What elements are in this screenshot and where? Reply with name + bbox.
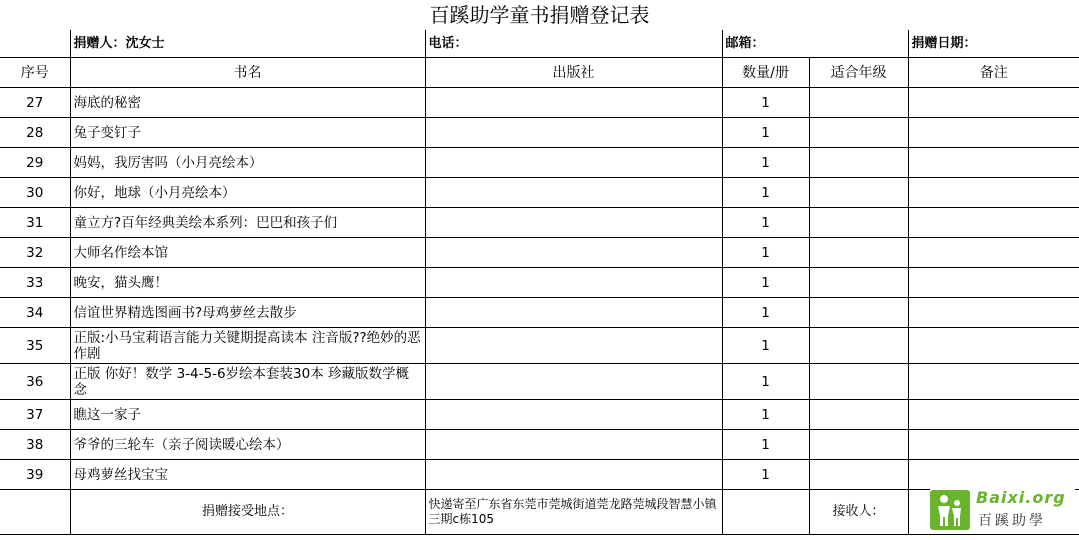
header-book: 书名 — [70, 58, 425, 88]
publisher-cell — [425, 88, 722, 118]
email-label: 邮箱： — [722, 30, 908, 58]
row-number: 32 — [0, 238, 70, 268]
quantity-cell: 1 — [722, 400, 809, 430]
quantity-cell: 1 — [722, 238, 809, 268]
publisher-cell — [425, 208, 722, 238]
publisher-cell — [425, 148, 722, 178]
book-title: 你好，地球（小月亮绘本） — [70, 178, 425, 208]
note-cell — [908, 238, 1079, 268]
publisher-cell — [425, 364, 722, 400]
quantity-cell: 1 — [722, 430, 809, 460]
row-number: 34 — [0, 298, 70, 328]
book-title: 大师名作绘本馆 — [70, 238, 425, 268]
grade-cell — [809, 460, 908, 490]
table-row — [0, 238, 1079, 268]
quantity-cell: 1 — [722, 460, 809, 490]
quantity-cell: 1 — [722, 208, 809, 238]
table-row — [0, 460, 1079, 490]
table-row — [0, 400, 1079, 430]
book-title: 妈妈，我厉害吗（小月亮绘本） — [70, 148, 425, 178]
table-row — [0, 298, 1079, 328]
note-cell — [908, 298, 1079, 328]
book-title: 信谊世界精选图画书?母鸡萝丝去散步 — [70, 298, 425, 328]
grade-cell — [809, 118, 908, 148]
note-cell — [908, 268, 1079, 298]
book-title: 兔子变钉子 — [70, 118, 425, 148]
logo-subtitle: 百蹊助學 — [978, 513, 1046, 529]
grade-cell — [809, 400, 908, 430]
grade-cell — [809, 430, 908, 460]
book-title: 正版 你好！数学 3-4-5-6岁绘本套装30本 珍藏版数学概念 — [70, 364, 425, 400]
table-row — [0, 118, 1079, 148]
publisher-cell — [425, 298, 722, 328]
footer-qty-blank — [722, 490, 809, 535]
row-number: 35 — [0, 328, 70, 364]
row-number: 33 — [0, 268, 70, 298]
header-qty: 数量/册 — [722, 58, 809, 88]
grade-cell — [809, 298, 908, 328]
header-row — [0, 58, 1079, 88]
row-number: 27 — [0, 88, 70, 118]
grade-cell — [809, 148, 908, 178]
row-number: 39 — [0, 460, 70, 490]
table-row — [0, 178, 1079, 208]
book-title: 晚安，猫头鹰！ — [70, 268, 425, 298]
grade-cell — [809, 268, 908, 298]
note-cell — [908, 460, 1079, 490]
book-title: 母鸡萝丝找宝宝 — [70, 460, 425, 490]
footer-row — [0, 490, 1079, 535]
info-row — [0, 30, 1079, 58]
header-publisher: 出版社 — [425, 58, 722, 88]
date-label: 捐赠日期： — [908, 30, 1079, 58]
publisher-cell — [425, 118, 722, 148]
donor-label: 捐赠人：沈女士 — [70, 30, 425, 58]
publisher-cell — [425, 268, 722, 298]
form-title: 百蹊助学童书捐赠登记表 — [429, 3, 650, 27]
row-number: 28 — [0, 118, 70, 148]
grade-cell — [809, 328, 908, 364]
row-number: 30 — [0, 178, 70, 208]
publisher-cell — [425, 238, 722, 268]
book-title: 童立方?百年经典美绘本系列：巴巴和孩子们 — [70, 208, 425, 238]
row-number: 29 — [0, 148, 70, 178]
publisher-cell — [425, 328, 722, 364]
note-cell — [908, 364, 1079, 400]
grade-cell — [809, 238, 908, 268]
quantity-cell: 1 — [722, 118, 809, 148]
note-cell — [908, 148, 1079, 178]
table-row — [0, 148, 1079, 178]
receiver-label: 接收人： — [809, 490, 908, 535]
footer-blank — [0, 490, 70, 535]
quantity-cell: 1 — [722, 148, 809, 178]
book-title: 海底的秘密 — [70, 88, 425, 118]
grade-cell — [809, 364, 908, 400]
quantity-cell: 1 — [722, 364, 809, 400]
baixi-logo — [930, 488, 1075, 532]
note-cell — [908, 208, 1079, 238]
book-title: 瞧这一家子 — [70, 400, 425, 430]
header-age: 适合年级 — [809, 58, 908, 88]
book-title: 正版:小马宝莉语言能力关键期提高读本 注音版??绝妙的恶作剧 — [70, 328, 425, 364]
header-num: 序号 — [0, 58, 70, 88]
quantity-cell: 1 — [722, 88, 809, 118]
note-cell — [908, 178, 1079, 208]
note-cell — [908, 88, 1079, 118]
grade-cell — [809, 88, 908, 118]
row-number: 37 — [0, 400, 70, 430]
grade-cell — [809, 208, 908, 238]
table-row — [0, 88, 1079, 118]
note-cell — [908, 430, 1079, 460]
table-row — [0, 364, 1079, 400]
table-row — [0, 268, 1079, 298]
publisher-cell — [425, 430, 722, 460]
row-number: 38 — [0, 430, 70, 460]
table-row — [0, 430, 1079, 460]
quantity-cell: 1 — [722, 328, 809, 364]
quantity-cell: 1 — [722, 268, 809, 298]
delivery-address: 快递寄至广东省东莞市莞城街道莞龙路莞城段智慧小镇三期c栋105 — [425, 490, 722, 535]
logo-brand: Baixi.org — [976, 488, 1066, 507]
location-label: 捐赠接受地点： — [70, 490, 425, 535]
info-blank — [0, 30, 70, 58]
table-row — [0, 208, 1079, 238]
row-number: 31 — [0, 208, 70, 238]
quantity-cell: 1 — [722, 298, 809, 328]
note-cell — [908, 400, 1079, 430]
quantity-cell: 1 — [722, 178, 809, 208]
header-note: 备注 — [908, 58, 1079, 88]
phone-label: 电话： — [425, 30, 722, 58]
note-cell — [908, 118, 1079, 148]
donation-table — [0, 30, 1079, 535]
book-title: 爷爷的三轮车（亲子阅读暖心绘本） — [70, 430, 425, 460]
publisher-cell — [425, 460, 722, 490]
table-row — [0, 328, 1079, 364]
row-number: 36 — [0, 364, 70, 400]
person-icon — [930, 490, 970, 530]
note-cell — [908, 328, 1079, 364]
grade-cell — [809, 178, 908, 208]
publisher-cell — [425, 400, 722, 430]
publisher-cell — [425, 178, 722, 208]
